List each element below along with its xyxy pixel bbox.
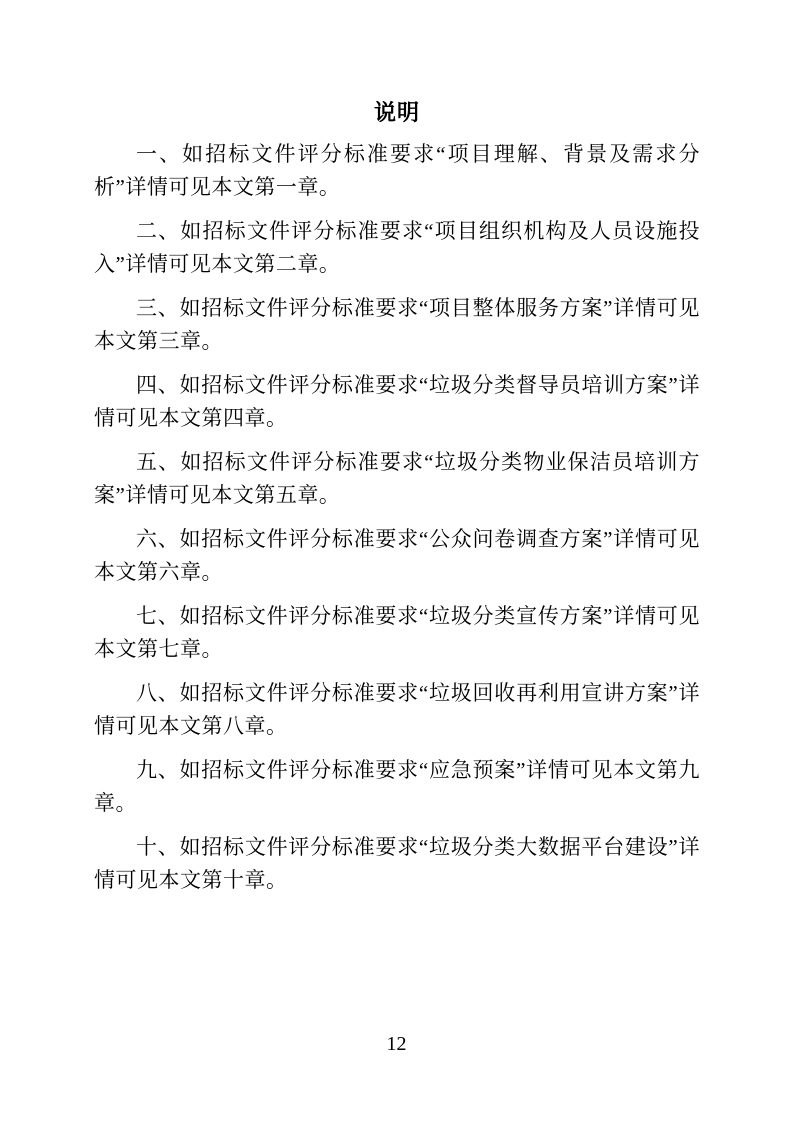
paragraph-8: 八、如招标文件评分标准要求“垃圾回收再利用宣讲方案”详情可见本文第八章。 bbox=[94, 681, 700, 738]
paragraph-3: 三、如招标文件评分标准要求“项目整体服务方案”详情可见本文第三章。 bbox=[94, 296, 700, 353]
paragraph-6: 六、如招标文件评分标准要求“公众问卷调查方案”详情可见本文第六章。 bbox=[94, 527, 700, 584]
paragraph-9: 九、如招标文件评分标准要求“应急预案”详情可见本文第九章。 bbox=[94, 758, 700, 815]
paragraph-5: 五、如招标文件评分标准要求“垃圾分类物业保洁员培训方案”详情可见本文第五章。 bbox=[94, 450, 700, 507]
page-number: 12 bbox=[386, 1033, 407, 1055]
document-body bbox=[94, 138, 700, 897]
paragraph-10: 十、如招标文件评分标准要求“垃圾分类大数据平台建设”详情可见本文第十章。 bbox=[94, 835, 700, 892]
paragraph-2: 二、如招标文件评分标准要求“项目组织机构及人员设施投入”详情可见本文第二章。 bbox=[94, 219, 700, 276]
document-title: 说明 bbox=[373, 100, 420, 125]
paragraph-4: 四、如招标文件评分标准要求“垃圾分类督导员培训方案”详情可见本文第四章。 bbox=[94, 373, 700, 430]
paragraph-1: 一、如招标文件评分标准要求“项目理解、背景及需求分析”详情可见本文第一章。 bbox=[94, 142, 700, 199]
paragraph-7: 七、如招标文件评分标准要求“垃圾分类宣传方案”详情可见本文第七章。 bbox=[94, 604, 700, 661]
